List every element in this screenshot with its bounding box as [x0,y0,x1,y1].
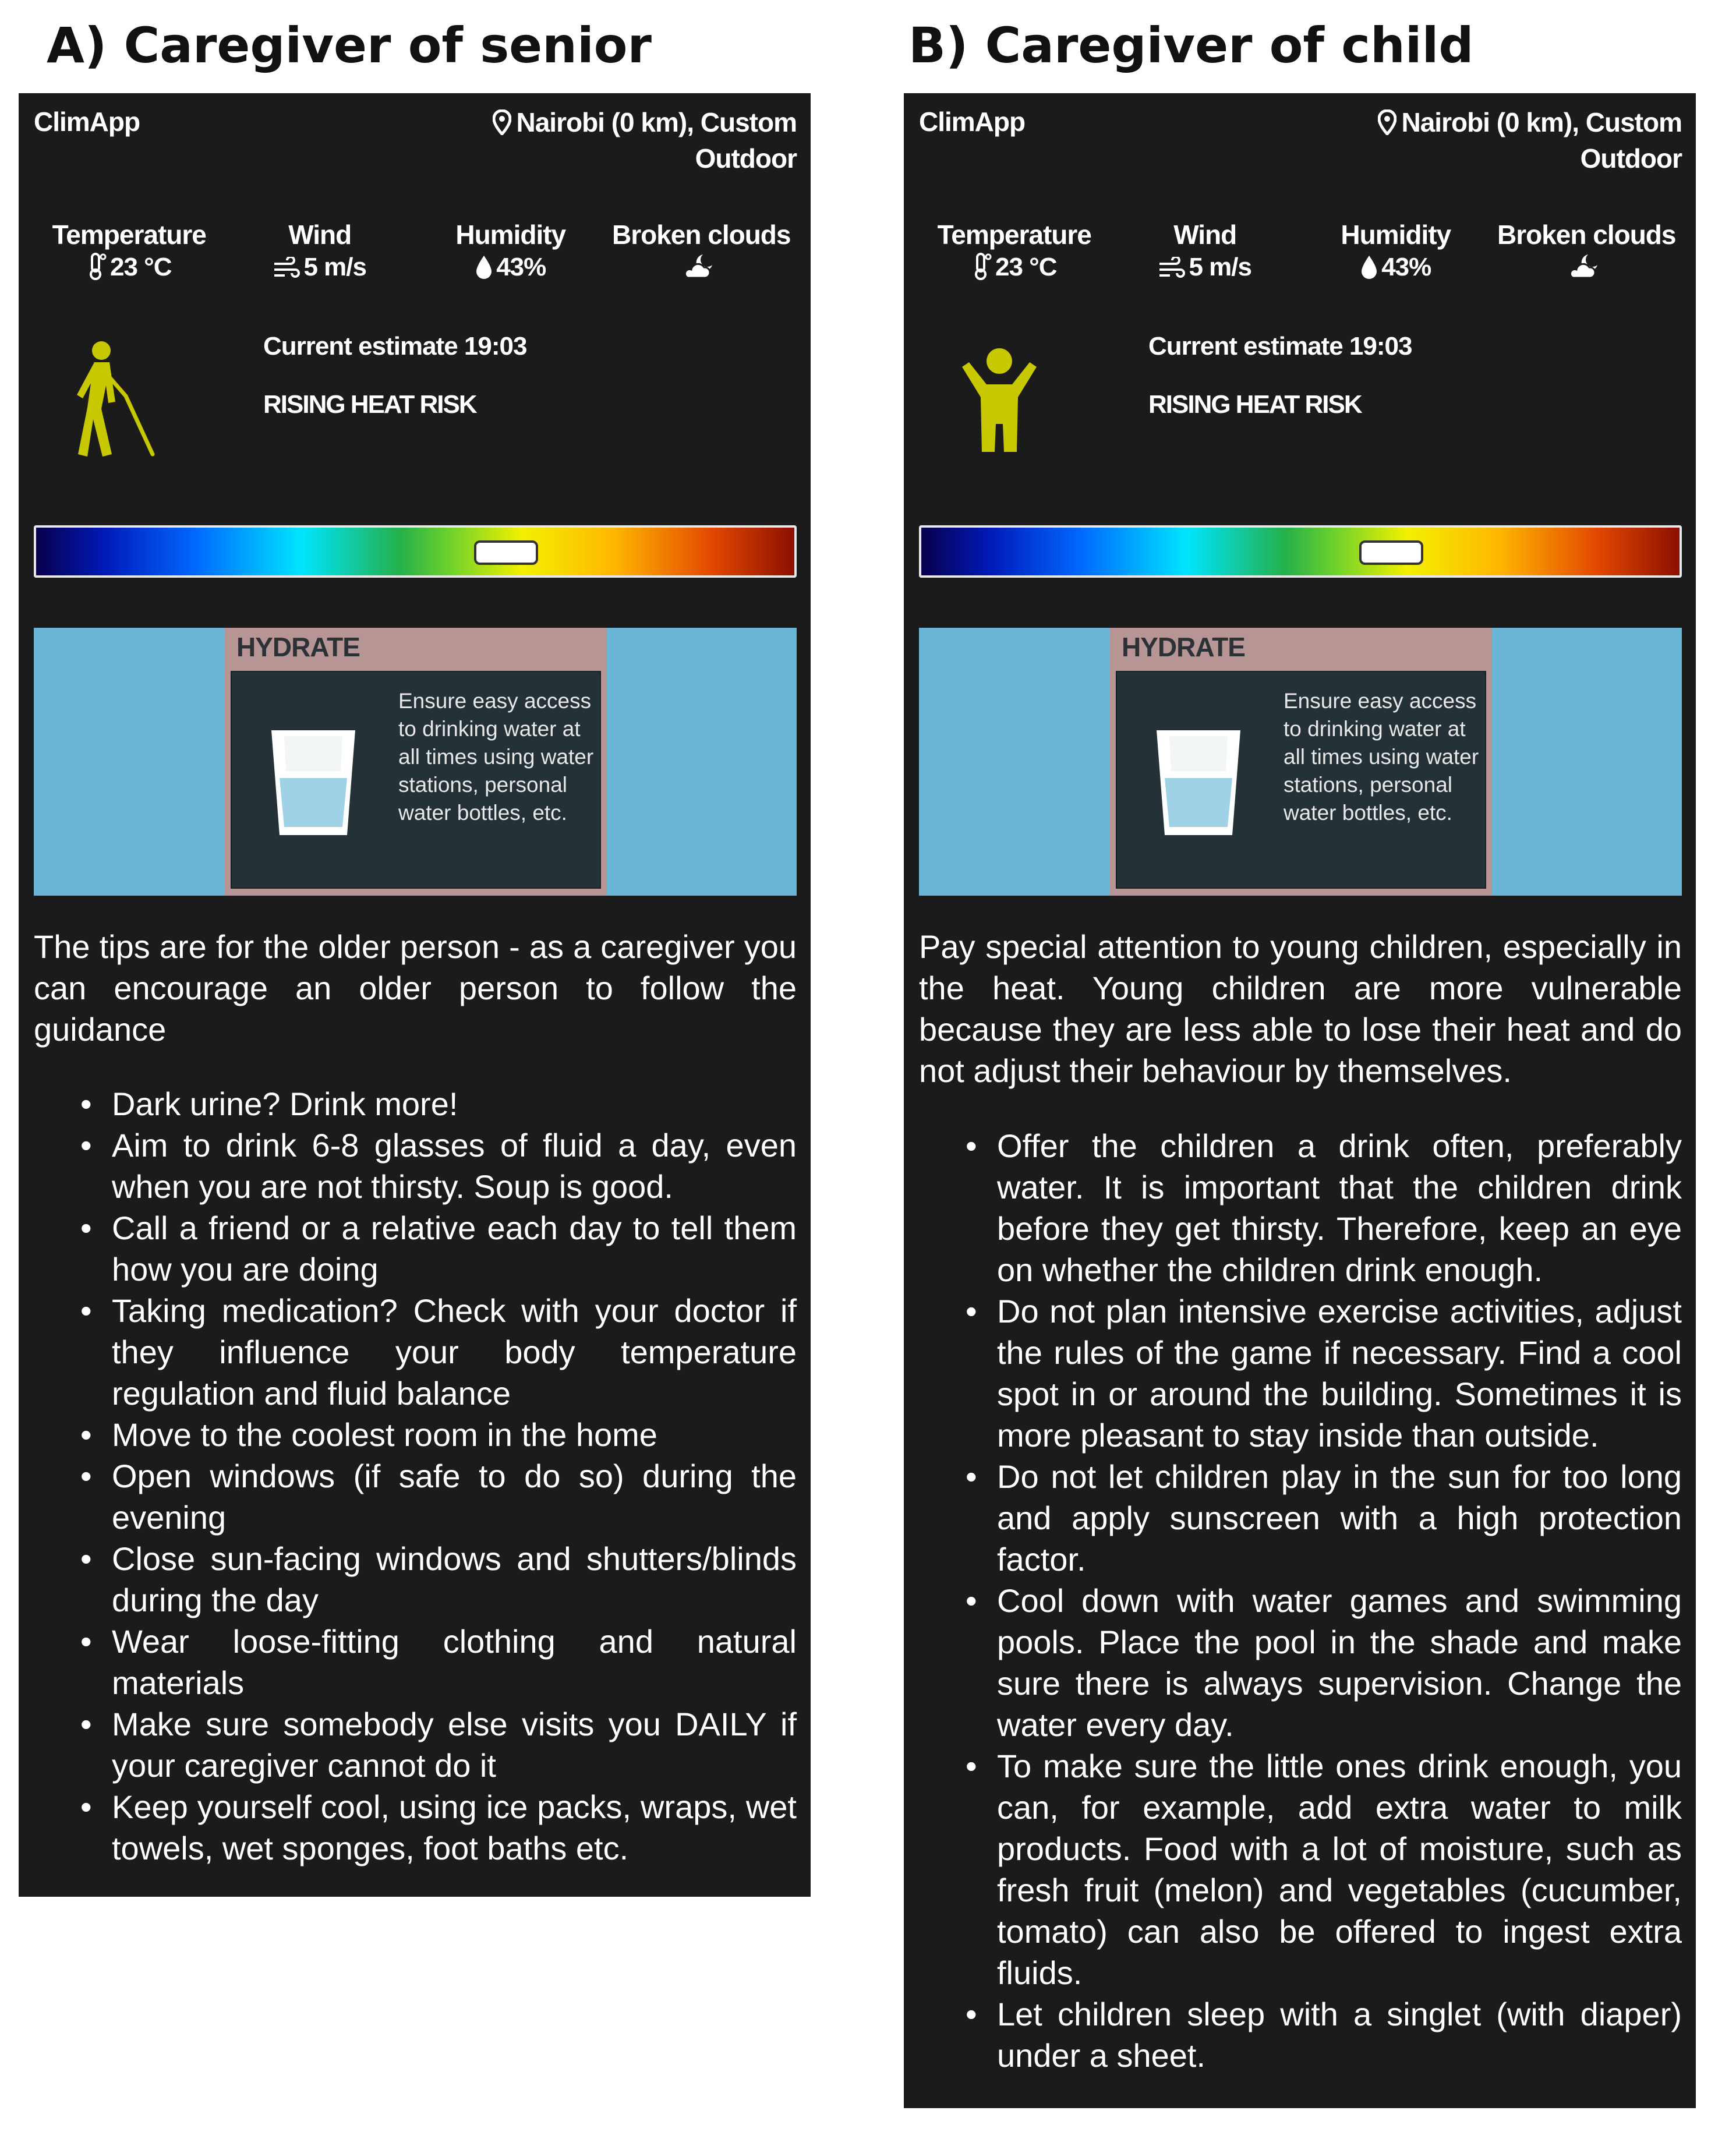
current-estimate: Current estimate 19:03 [263,332,527,360]
heat-risk-status: RISING HEAT RISK [263,390,476,419]
list-item: • Keep yourself cool, using ice packs, wraps, wet towels, wet sponges, foot baths etc. [34,1786,797,1869]
list-item: • Cool down with water games and swimming pools. Place the pool in the shade and make sure there is always supervision. Change the water every day. [919,1580,1682,1745]
tip-text: Ensure easy access to drinking water at all times using water stations, personal water bottles, etc. [1284,689,1479,825]
list-item: • Do not let children play in the sun for too long and apply sunscreen with a high protection factor. [919,1456,1682,1580]
tip-heading: HYDRATE [1122,632,1245,662]
location-pin-icon [1378,109,1396,142]
list-item: • Wear loose-fitting clothing and natural materials [34,1621,797,1703]
list-item: • Offer the children a drink often, preferably water. It is important that the children drink before they get thirsty. Therefore, keep an eye on whether the children drink enough. [919,1125,1682,1291]
moon-cloud-icon [1568,252,1601,288]
wind-label: Wind [288,220,352,250]
child-icon [950,338,1055,460]
humidity-value: 43% [1381,253,1431,281]
current-estimate: Current estimate 19:03 [1148,332,1412,360]
app-name: ClimApp [34,107,140,137]
panel-a-title: A) Caregiver of senior [47,17,652,74]
heat-risk-scale [919,525,1682,578]
sky-label: Broken clouds [1497,220,1676,250]
heat-risk-status: RISING HEAT RISK [1148,390,1362,419]
list-item: • Dark urine? Drink more! [34,1083,797,1125]
list-item: • To make sure the little ones drink enough, you can, for example, add extra water to milk products. Food with a lot of moisture, such as fresh fruit (melon) and vegetables (cucumber, tomato) can also be offered to ingest extra fluids. [919,1745,1682,1993]
weather-humidity [1300,218,1491,288]
tips-list [919,1125,1682,2076]
tip-heading: HYDRATE [236,632,360,662]
hydrate-tip-card[interactable] [225,628,607,896]
list-item: • Move to the coolest room in the home [34,1414,797,1455]
wind-value: 5 m/s [1189,253,1251,281]
app-name: ClimApp [919,107,1026,137]
weather-wind [1110,218,1301,288]
location-pin-icon [493,109,511,142]
app-screen-senior [19,93,811,1897]
app-screen-child [904,93,1696,2108]
list-item: • Let children sleep with a singlet (with diaper) under a sheet. [919,1993,1682,2076]
tip-text: Ensure easy access to drinking water at all times using water stations, personal water bottles, etc. [398,689,594,825]
list-item: • Close sun-facing windows and shutters/blinds during the day [34,1538,797,1621]
tip-content [1116,671,1486,889]
weather-sky [606,218,797,288]
heat-risk-marker [1359,540,1423,565]
tips-list [34,1083,797,1869]
weather-wind [225,218,416,288]
wind-icon [1158,256,1185,288]
tip-content [231,671,601,889]
tip-banner [34,628,797,896]
list-item: • Open windows (if safe to do so) during the evening [34,1455,797,1538]
weather-summary [919,218,1682,288]
list-item: • Do not plan intensive exercise activities, adjust the rules of the game if necessary. Find a cool spot in or around the building. Sometimes it is more pleasant to stay inside than outside. [919,1291,1682,1456]
moon-cloud-icon [683,252,716,288]
list-item: • Taking medication? Check with your doctor if they influence your body temperature regulation and fluid balance [34,1290,797,1414]
panel-b-title: B) Caregiver of child [908,17,1474,74]
wind-value: 5 m/s [303,253,366,281]
list-item: • Make sure somebody else visits you DAILY if your caregiver cannot do it [34,1703,797,1786]
weather-summary [34,218,797,288]
caregiver-intro: Pay special attention to young children, especially in the heat. Young children are more vulnerable because they are less able to lose their heat and do not adjust their behaviour by themselves. [919,928,1682,1089]
senior-with-cane-icon [65,338,170,460]
location-name: Nairobi (0 km), Custom [1401,107,1682,137]
location-mode: Outdoor [1580,143,1682,174]
location-name: Nairobi (0 km), Custom [516,107,797,137]
water-glass-icon [267,724,360,844]
list-item: • Call a friend or a relative each day to tell them how you are doing [34,1207,797,1290]
water-drop-icon [475,254,493,288]
weather-temperature [919,218,1110,288]
wind-icon [273,256,300,288]
water-glass-icon [1152,724,1245,844]
heat-risk-scale [34,525,797,578]
heat-risk-marker [474,540,538,565]
weather-temperature [34,218,225,288]
temperature-label: Temperature [52,220,206,250]
wind-label: Wind [1173,220,1237,250]
thermometer-icon [972,252,992,288]
weather-humidity [415,218,606,288]
location-selector[interactable] [493,106,797,175]
temperature-value: 23 °C [995,253,1057,281]
humidity-label: Humidity [1341,220,1451,250]
list-item: • Aim to drink 6-8 glasses of fluid a day, even when you are not thirsty. Soup is good. [34,1125,797,1207]
sky-label: Broken clouds [611,220,791,250]
location-selector[interactable] [1378,106,1682,175]
tip-banner [919,628,1682,896]
temperature-label: Temperature [937,220,1091,250]
caregiver-intro: The tips are for the older person - as a caregiver you can encourage an older person to follow the guidance [34,928,797,1048]
location-mode: Outdoor [695,143,797,174]
temperature-value: 23 °C [109,253,172,281]
humidity-label: Humidity [455,220,566,250]
water-drop-icon [1360,254,1378,288]
humidity-value: 43% [496,253,546,281]
thermometer-icon [87,252,107,288]
weather-sky [1491,218,1682,288]
hydrate-tip-card[interactable] [1110,628,1492,896]
